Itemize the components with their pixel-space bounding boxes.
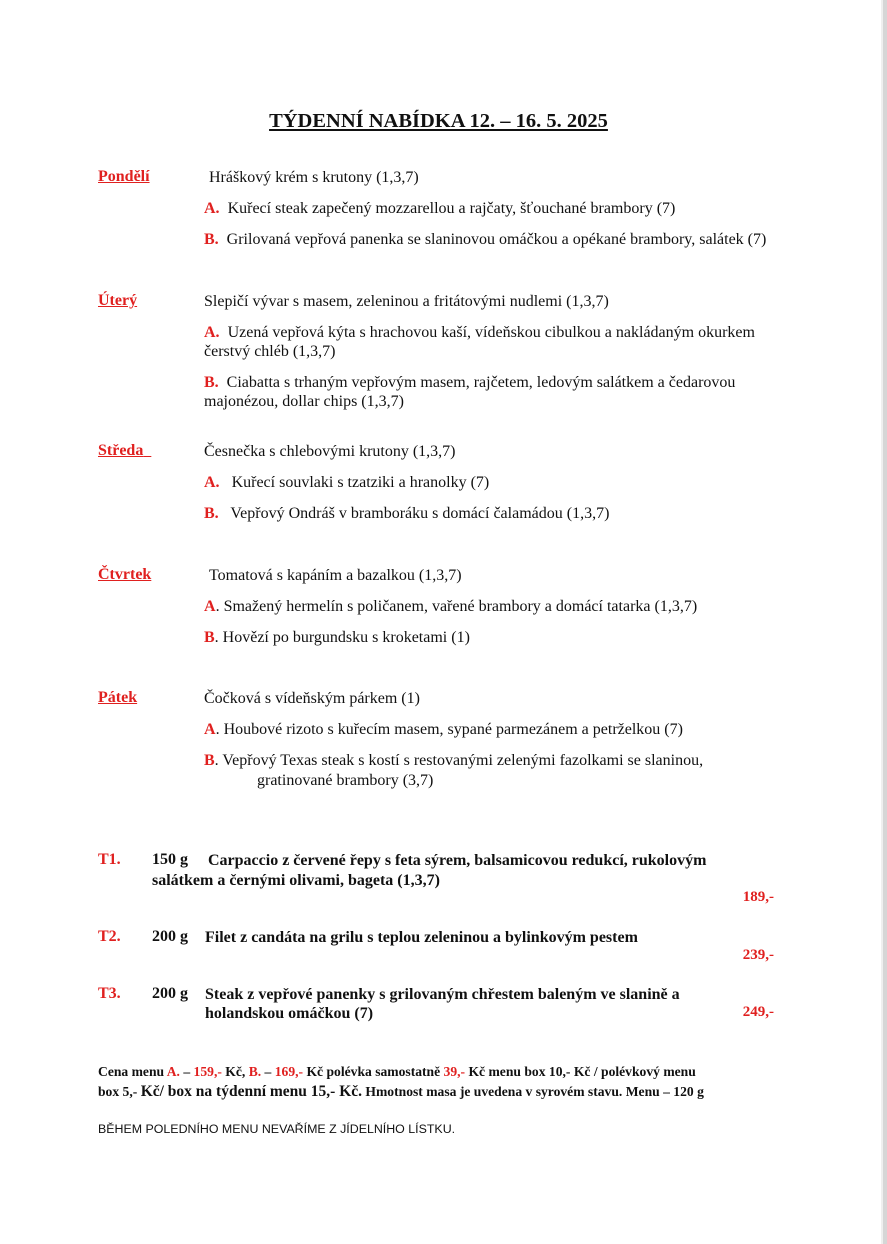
- option-a-label: A.: [204, 200, 220, 217]
- option-a-text: . Houbové rizoto s kuřecím masem, sypané parmezánem a petrželkou (7): [215, 721, 683, 738]
- day-tuesday: Úterý: [98, 292, 138, 309]
- tuesday-option-b-cont: majonézou, dollar chips (1,3,7): [204, 393, 404, 410]
- option-a-text: Kuřecí souvlaki s tzatziki a hranolky (7): [231, 474, 490, 491]
- option-a-text: Uzená vepřová kýta s hrachovou kaší, vídeňskou cibulkou a nakládaným okurkem: [227, 324, 755, 341]
- option-b-text: Ciabatta s trhaným vepřovým masem, rajčetem, ledovým salátkem a čedarovou: [226, 374, 736, 391]
- tuesday-option-b: [204, 373, 735, 392]
- friday-option-a: [204, 720, 683, 739]
- option-b-text: . Vepřový Texas steak s kostí s restovanými zelenými fazolkami se slaninou,: [214, 752, 704, 769]
- option-a-label: A: [204, 721, 216, 738]
- option-b-text: . Hovězí po burgundsku s kroketami (1): [214, 629, 470, 646]
- monday-option-a: [204, 199, 675, 218]
- option-b-text: Grilovaná vepřová panenka se slaninovou omáčkou a opékané brambory, salátek (7): [226, 231, 767, 248]
- special-name: Filet z candáta na grilu s teplou zeleninou a bylinkovým pestem: [205, 929, 638, 946]
- option-a-text: . Smažený hermelín s poličanem, vařené brambory a domácí tatarka (1,3,7): [215, 598, 698, 615]
- option-a-label: A: [204, 598, 216, 615]
- special-price: 189,-: [742, 889, 774, 905]
- page-edge: [883, 0, 887, 1244]
- option-a-label: A.: [204, 474, 220, 491]
- special-name: Steak z vepřové panenky s grilovaným chřestem baleným ve slanině a: [205, 986, 680, 1003]
- option-b-label: B.: [204, 231, 219, 248]
- special-weight: 200 g: [152, 985, 188, 1002]
- wednesday-soup: Česnečka s chlebovými krutony (1,3,7): [204, 443, 456, 460]
- special-weight: 200 g: [152, 928, 188, 945]
- special-weight: 150 g: [152, 851, 188, 868]
- day-monday: Pondělí: [98, 168, 150, 185]
- tuesday-soup: Slepičí vývar s masem, zeleninou a fritátovými nudlemi (1,3,7): [204, 293, 609, 310]
- friday-soup: Čočková s vídeňským párkem (1): [204, 690, 420, 707]
- option-a-text: Kuřecí steak zapečený mozzarellou a rajčaty, šťouchané brambory (7): [227, 200, 676, 217]
- special-code: T1.: [98, 851, 121, 868]
- footer-notice: BĚHEM POLEDNÍHO MENU NEVAŘÍME Z JÍDELNÍHO LÍSTKU.: [98, 1122, 456, 1136]
- pricing-note: Cena menu A. – 159,- Kč, B. – 169,- Kč polévka samostatně 39,- Kč menu box 10,- Kč / polévkový menu box 5,- Kč/ box na týdenní menu 15,- Kč. Hmotnost masa je uvedena v syrovém stavu. Menu – 120 g: [98, 1064, 704, 1100]
- special-name-cont: salátkem a černými olivami, bageta (1,3,7): [152, 872, 440, 889]
- special-name: Carpaccio z červené řepy s feta sýrem, balsamicovou redukcí, rukolovým: [208, 852, 707, 869]
- monday-soup: Hráškový krém s krutony (1,3,7): [209, 169, 419, 186]
- thursday-option-b: [204, 628, 470, 647]
- wednesday-option-b: [204, 504, 609, 523]
- tuesday-option-a-cont: čerstvý chléb (1,3,7): [204, 343, 336, 360]
- special-code: T3.: [98, 985, 121, 1002]
- day-friday: Pátek: [98, 689, 138, 706]
- option-b-label: B: [204, 629, 215, 646]
- option-b-text: Vepřový Ondráš v bramboráku s domácí čalamádou (1,3,7): [230, 505, 610, 522]
- wednesday-option-a: [204, 473, 489, 492]
- special-name-cont: holandskou omáčkou (7): [205, 1005, 374, 1022]
- friday-option-b: [204, 751, 703, 770]
- day-thursday: Čtvrtek: [98, 566, 152, 583]
- option-b-label: B.: [204, 374, 219, 391]
- special-price: 249,-: [742, 1004, 774, 1020]
- friday-option-b-cont: gratinované brambory (3,7): [257, 772, 434, 789]
- page-title: TÝDENNÍ NABÍDKA 12. – 16. 5. 2025: [269, 110, 608, 132]
- special-price: 239,-: [742, 947, 774, 963]
- option-b-label: B.: [204, 505, 219, 522]
- option-a-label: A.: [204, 324, 220, 341]
- monday-option-b: [204, 230, 766, 249]
- special-code: T2.: [98, 928, 121, 945]
- option-b-label: B: [204, 752, 215, 769]
- day-wednesday: Středa: [98, 442, 144, 459]
- thursday-soup: Tomatová s kapáním a bazalkou (1,3,7): [209, 567, 462, 584]
- tuesday-option-a: [204, 323, 755, 342]
- thursday-option-a: [204, 597, 697, 616]
